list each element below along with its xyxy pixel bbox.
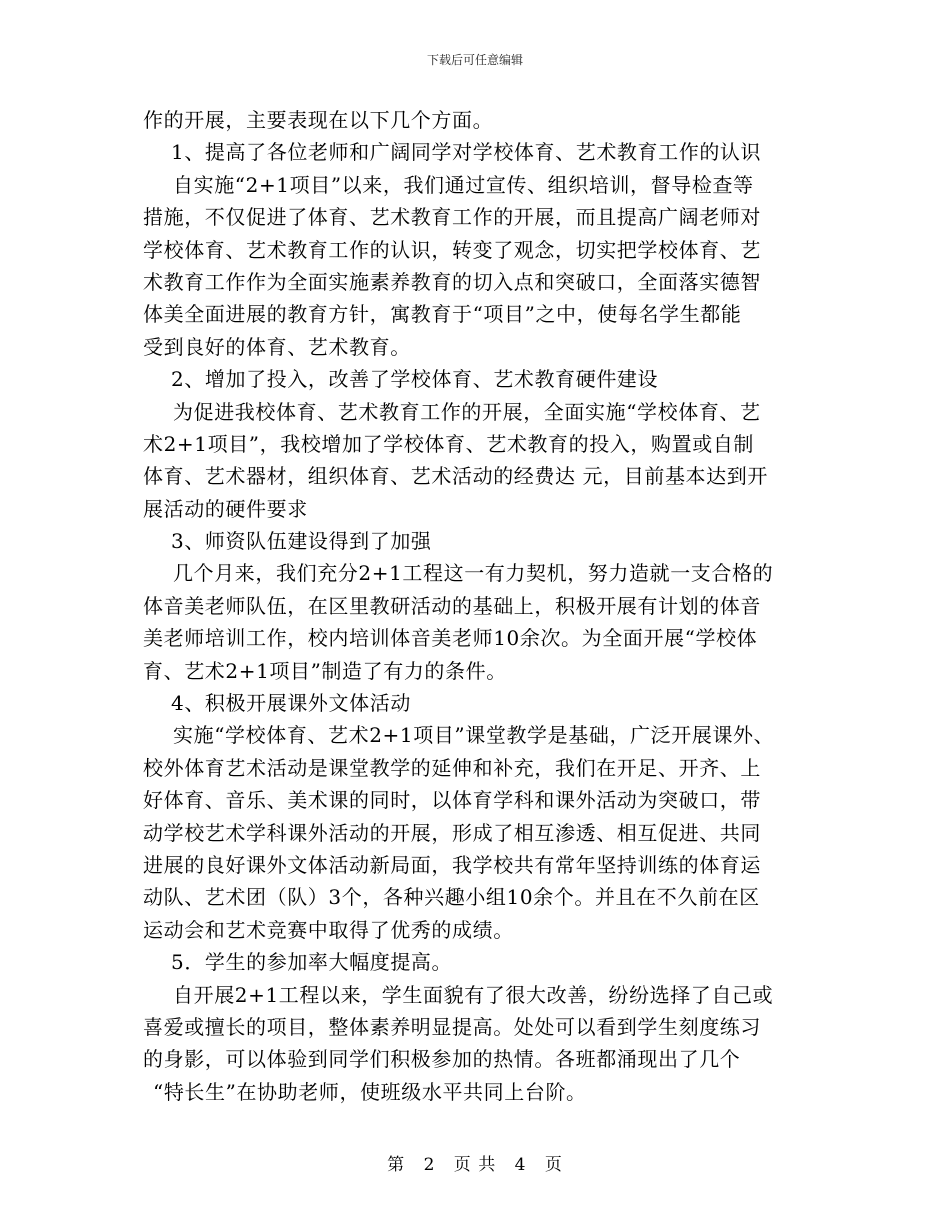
document-body [143, 104, 823, 1108]
text-line: 几个月来，我们充分2+1工程这一有力契机，努力造就一支合格的 [173, 561, 774, 586]
footer-page-number: 2 [423, 1155, 436, 1175]
text-line: 作的开展，主要表现在以下几个方面。 [143, 108, 494, 132]
text-line: 运动会和艺术竞赛中取得了优秀的成绩。 [143, 917, 514, 942]
text-line: 3、师资队伍建设得到了加强 [171, 529, 432, 554]
footer-prefix: 第 [387, 1155, 406, 1175]
text-line: 2、增加了投入，改善了学校体育、艺术教育硬件建设 [171, 367, 659, 392]
text-line: 体音美老师队伍，在区里教研活动的基础上，积极开展有计划的体音 [143, 593, 761, 618]
page-footer [0, 1154, 950, 1176]
text-line: 1、提高了各位老师和广阔同学对学校体育、艺术教育工作的认识 [171, 140, 762, 165]
text-line: 动队、艺术团（队）3个，各种兴趣小组10余个。并且在不久前在区 [143, 885, 760, 910]
text-line: 的身影，可以体验到同学们积极参加的热情。各班都涌现出了几个 [143, 1047, 741, 1072]
text-line: 动学校艺术学科课外活动的开展，形成了相互渗透、相互促进、共同 [143, 820, 761, 845]
text-line: 实施“学校体育、艺术2+1项目”课堂教学是基础，广泛开展课外、 [173, 723, 775, 748]
text-line: “特长生”在协助老师，使班级水平共同上台阶。 [153, 1079, 587, 1104]
text-line: 措施，不仅促进了体育、艺术教育工作的开展，而且提高广阔老师对 [143, 205, 761, 230]
text-line: 喜爱或擅长的项目，整体素养明显提高。处处可以看到学生刻度练习 [143, 1014, 761, 1039]
text-line: 4、积极开展课外文体活动 [171, 691, 411, 716]
footer-middle: 页 共 [453, 1155, 497, 1175]
text-line: 5．学生的参加率大幅度提高。 [171, 950, 453, 975]
text-line: 为促进我校体育、艺术教育工作的开展，全面实施“学校体育、艺 [173, 399, 761, 424]
footer-suffix: 页 [544, 1155, 563, 1175]
text-line: 进展的良好课外文体活动新局面，我学校共有常年坚持训练的体育运 [143, 852, 761, 877]
text-line: 体美全面进展的教育方针，寓教育于“项目”之中，使每名学生都能 [143, 302, 742, 327]
footer-total-pages: 4 [514, 1155, 527, 1175]
text-line: 展活动的硬件要求 [143, 496, 308, 521]
text-line: 学校体育、艺术教育工作的认识，转变了观念，切实把学校体育、艺 [143, 237, 761, 262]
page-header: 下载后可任意编辑 [426, 53, 523, 67]
text-line: 自开展2+1工程以来，学生面貌有了很大改善，纷纷选择了自己或 [173, 982, 774, 1007]
text-line: 术教育工作作为全面实施素养教育的切入点和突破口，全面落实德智 [143, 269, 761, 294]
text-line: 受到良好的体育、艺术教育。 [143, 334, 411, 359]
text-line: 校外体育艺术活动是课堂教学的延伸和补充，我们在开足、开齐、上 [143, 755, 761, 780]
text-line: 自实施“2+1项目”以来，我们通过宣传、组织培训，督导检查等 [173, 172, 754, 197]
text-line: 好体育、音乐、美术课的同时，以体育学科和课外活动为突破口，带 [143, 788, 761, 813]
text-line: 育、艺术2+1项目”制造了有力的条件。 [143, 658, 507, 683]
text-line: 体育、艺术器材，组织体育、艺术活动的经费达 元，目前基本达到开 [143, 464, 768, 489]
text-line: 术2+1项目”，我校增加了学校体育、艺术教育的投入，购置或自制 [143, 431, 755, 456]
text-line: 美老师培训工作，校内培训体音美老师10余次。为全面开展“学校体 [143, 626, 758, 651]
